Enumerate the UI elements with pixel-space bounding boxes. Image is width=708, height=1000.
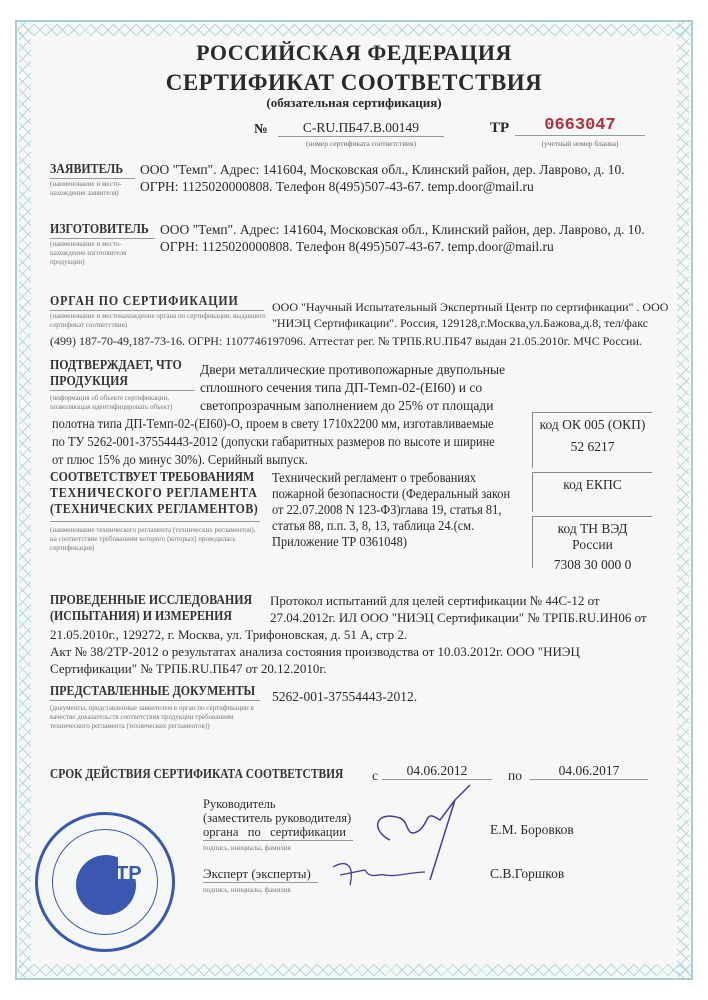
manufacturer-hint: (наименование и место-нахождение изготовителя продукции) [50,240,127,266]
documents-hint: (документы, представленные заявителем в орган по сертификации в качестве доказательств соответствия продукции требованиям технического регламента (технических регламентов)) [50,704,254,730]
code-okp-value: 52 6217 [570,439,615,454]
validity-from-word: с [372,768,378,783]
regulation-line: Приложение ТР 0361048) [272,534,407,549]
manufacturer-line2: ОГРН: 1125020000808. Телефон 8(495)507-43-67. temp.door@mail.ru [160,239,554,254]
border-ornament-bottom [17,964,691,976]
validity-from-date: 04.06.2012 [382,763,492,780]
title-certificate: СЕРТИФИКАТ СООТВЕТСТВИЯ [165,70,543,95]
expert-signature [325,855,435,895]
regulation-hint: (наименование технического регламента (технических регламентов), на соответствие требованиям которого (которых) проводилась сертификация) [50,521,260,553]
validity-label: СРОК ДЕЙСТВИЯ СЕРТИФИКАТА СООТВЕТСТВИЯ [50,766,344,781]
tests-label-2: (ИСПЫТАНИЯ) И ИЗМЕРЕНИЯ [50,609,232,624]
manufacturer-line1: ООО "Темп". Адрес: 141604, Московская обл., Клинский район, дер. Лаврово, д. 10. [160,222,645,237]
certification-stamp [35,812,175,952]
product-line: светопрозрачным заполнением до 25% от площади [200,398,494,413]
certificate-number-caption: (номер сертификата соответствия) [306,139,416,148]
applicant-line2: ОГРН: 1125020000808. Телефон 8(495)507-43-67. temp.door@mail.ru [140,179,534,194]
tests-label-1: ПРОВЕДЕННЫЕ ИССЛЕДОВАНИЯ [50,593,253,608]
regulation-line: пожарной безопасности (Федеральный закон [272,486,511,501]
applicant-line1: ООО "Темп". Адрес: 141604, Московская обл., Клинский район, дер. Лаврово, д. 10. [140,162,625,177]
blank-number: 0663047 [515,116,645,136]
documents-value: 5262-001-37554443-2012. [272,689,418,704]
certification-body-line3: (499) 187-70-49,187-73-16. ОГРН: 1107746197096. Аттестат рег. № ТРПБ.RU.ПБ47 выдан 21.05.2010г. МЧС России. [50,334,642,348]
code-ekps-label: код ЕКПС [563,477,622,492]
subtitle: (обязательная сертификация) [266,95,442,110]
product-line: сплошного сечения типа ДП-Темп-02-(EI60) и со [200,380,483,395]
certification-body-label: ОРГАН ПО СЕРТИФИКАЦИИ [50,294,264,311]
expert-label: Эксперт (эксперты) [203,866,318,883]
certification-body-line2: "НИЭЦ Сертификации". Россия, 129128,г.Москва,ул.Бажова,д.8, тел/факс [272,316,649,330]
product-line: от плюс 15% до минус 30%). Серийный выпуск. [52,452,308,467]
head-signature-hint: подпись, инициалы, фамилия [203,844,291,852]
certificate-number: C-RU.ПБ47.В.00149 [278,120,444,137]
tests-line: 21.05.2010г., 129272, г. Москва, ул. Трифоновская, д. 51 А, стр 2. [50,627,408,642]
regulation-line: статья 88, п.п. 3, 8, 13, таблица 24.(см. [272,518,475,533]
certification-body-hint: (наименование и местонахождение органа по сертификации, выдавшего сертификат соответствия) [50,312,266,329]
code-okp-box [532,412,652,468]
product-label-1: ПОДТВЕРЖДАЕТ, ЧТО [50,358,182,373]
blank-number-caption: (учетный номер бланка) [541,139,619,148]
code-ekps-box [532,472,652,512]
head-title-line1: Руководитель [203,797,276,811]
product-line: Двери металлические противопожарные двупольные [200,362,506,377]
code-okp-label: код ОК 005 (ОКП) [539,417,646,432]
expert-signature-hint: подпись, инициалы, фамилия [203,886,291,894]
code-tnved-value: 7308 30 000 0 [553,557,632,572]
certification-body-line1: ООО "Научный Испытательный Экспертный Центр по сертификации" . ООО [272,300,669,314]
head-name: Е.М. Боровков [490,822,574,837]
tests-line: Акт № 38/2ТР-2012 о результатах анализа состояния производства от 10.03.2012г. ООО "НИЭЦ [50,644,580,659]
applicant-hint: (наименование и место-нахождение заявителя) [50,180,122,197]
expert-name: С.В.Горшков [490,866,565,881]
tests-line: Протокол испытаний для целей сертификации № 44С-12 от [270,593,600,608]
regulation-line: Технический регламент о требованиях [272,470,477,485]
product-hint: (информация об объекте сертификации, позволяющая идентифицировать объект) [50,394,173,411]
product-label-2: ПРОДУКЦИЯ [50,374,195,391]
documents-label: ПРЕДСТАВЛЕННЫЕ ДОКУМЕНТЫ [50,684,260,701]
regulation-label-2: ТЕХНИЧЕСКОГО РЕГЛАМЕНТА [50,486,258,501]
code-tnved-box [532,516,652,572]
tests-line: 27.04.2012г. ИЛ ООО "НИЭЦ Сертификации" № ТРПБ.RU.ИН06 от [270,610,647,625]
manufacturer-label: ИЗГОТОВИТЕЛЬ [50,222,155,239]
tr-label: ТР [490,120,510,136]
validity-to-date: 04.06.2017 [530,763,648,780]
regulation-label-1: СООТВЕТСТВУЕТ ТРЕБОВАНИЯМ [50,470,255,485]
border-ornament-right [677,22,689,978]
number-sign: № [254,121,268,136]
stamp-center-text: ТР [116,863,142,885]
regulation-label-3: (ТЕХНИЧЕСКИХ РЕГЛАМЕНТОВ) [50,502,259,517]
head-title-line3: органа по сертификации [203,825,353,841]
applicant-label: ЗАЯВИТЕЛЬ [50,162,135,179]
code-tnved-label: код ТН ВЭД России [557,521,628,552]
validity-to-word: по [508,768,522,783]
regulation-line: от 22.07.2008 N 123-ФЗ)глава 19, статья 81, [272,502,502,517]
tests-line: Сертификации" № ТРПБ.RU.ПБ47 от 20.12.2010г. [50,661,327,676]
border-ornament-top [17,24,691,36]
product-line: полотна типа ДП-Темп-02-(EI60)-О, проем в свету 1710х2200 мм, изготавливаемые [52,416,494,431]
border-ornament-left [19,22,31,978]
head-title-line2: (заместитель руководителя) [203,811,352,825]
product-line: по ТУ 5262-001-37554443-2012 (допуски габаритных размеров по высоте и ширине [52,434,495,449]
title-country: РОССИЙСКАЯ ФЕДЕРАЦИЯ [196,40,512,65]
